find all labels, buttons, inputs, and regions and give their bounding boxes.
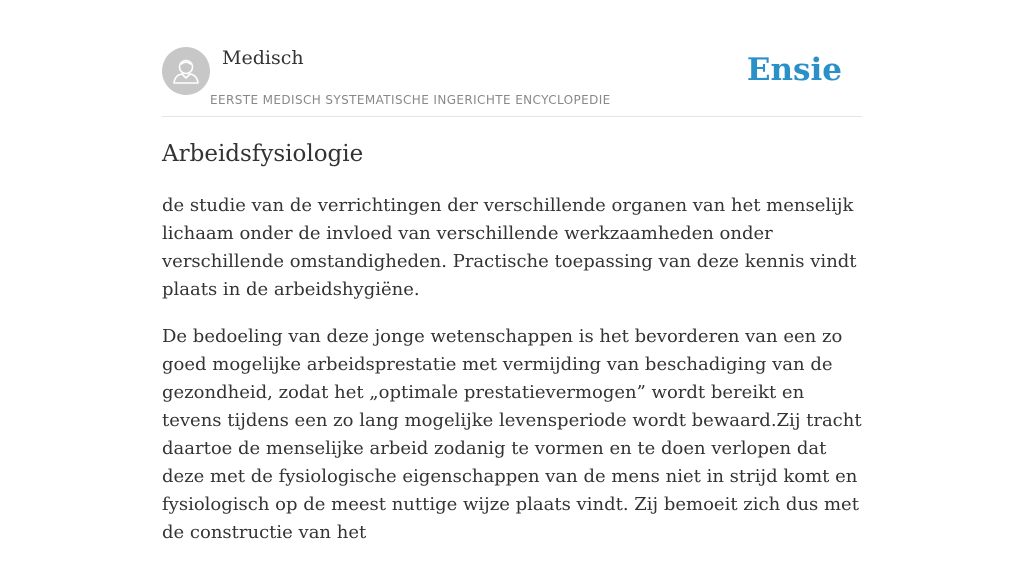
site-header bbox=[162, 46, 862, 117]
article-paragraph: De bedoeling van deze jonge wetenschappen is het bevorderen van een zo goed mogelijke arbeidsprestatie met vermijding van beschadiging van de gezondheid, zodat het „optimale prestatievermogen” wordt bereikt en tevens tijdens een zo lang mogelijke levensperiode wordt bewaard.Zij tracht daartoe de menselijke arbeid zodanig te vormen en te doen verlopen dat deze met de fysiologische eigenschappen van de mens niet in strijd komt en fysiologisch op de meest nuttige wijze plaats vindt. Zij bemoeit zich dus met de constructie van het bbox=[162, 326, 862, 543]
source-subtitle[interactable]: EERSTE MEDISCH SYSTEMATISCHE INGERICHTE ENCYCLOPEDIE bbox=[210, 93, 611, 107]
article-paragraph: de studie van de verrichtingen der verschillende organen van het menselijk lichaam onder de invloed van verschillende werkzaamheden onder verschillende omstandigheden. Practische toepassing van deze kennis vindt plaats in de arbeidshygiëne. bbox=[162, 195, 857, 300]
ensie-logo[interactable]: Ensie bbox=[746, 52, 842, 88]
article-title: Arbeidsfysiologie bbox=[162, 141, 364, 167]
author-avatar[interactable] bbox=[162, 47, 210, 95]
article-body bbox=[162, 192, 862, 566]
user-icon bbox=[162, 47, 210, 95]
author-name[interactable]: Medisch bbox=[222, 47, 304, 69]
